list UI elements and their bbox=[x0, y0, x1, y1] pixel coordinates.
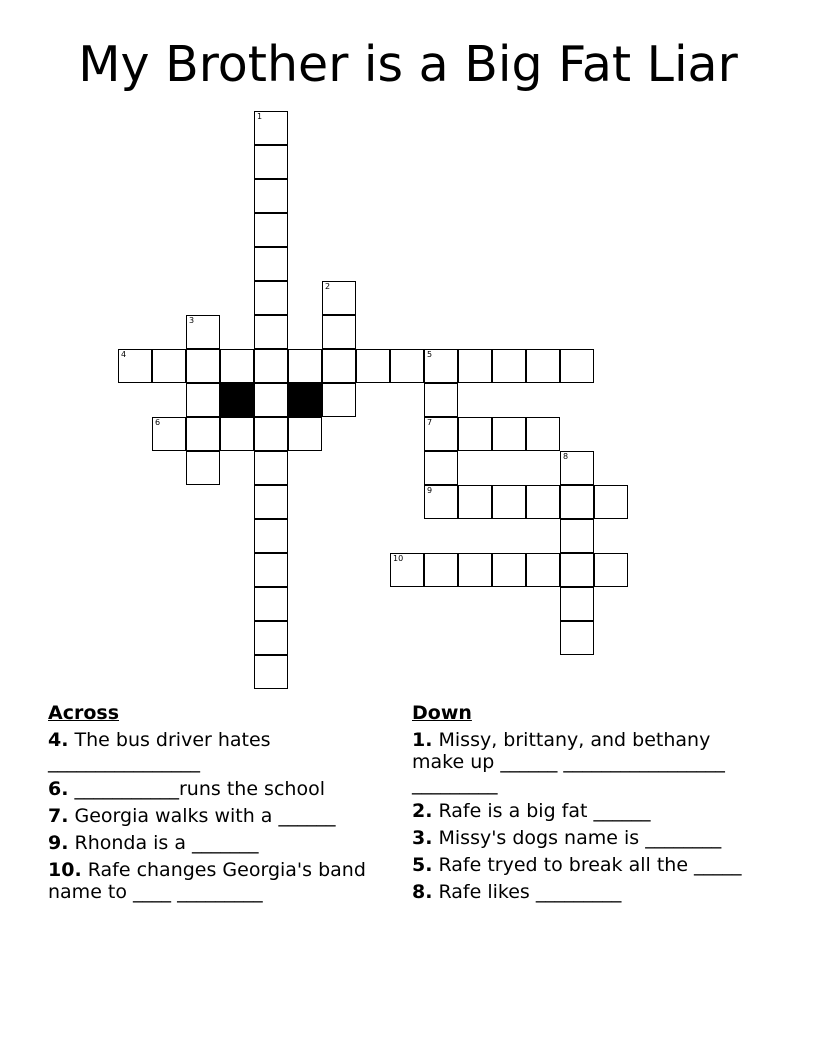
clue-text: Missy's dogs name is ________ bbox=[438, 827, 722, 849]
across-clue-7 bbox=[48, 805, 398, 827]
grid-cell[interactable] bbox=[186, 383, 220, 417]
across-clue-9 bbox=[48, 832, 398, 854]
cell-number: 7 bbox=[427, 418, 433, 427]
cell-number: 8 bbox=[563, 452, 569, 461]
page-title: My Brother is a Big Fat Liar bbox=[78, 36, 738, 93]
grid-cell[interactable] bbox=[424, 349, 458, 383]
grid-cell[interactable] bbox=[186, 349, 220, 383]
grid-cell[interactable] bbox=[424, 451, 458, 485]
grid-cell[interactable] bbox=[560, 587, 594, 621]
down-clues bbox=[412, 702, 742, 908]
grid-cell[interactable] bbox=[254, 655, 288, 689]
across-clue-10 bbox=[48, 859, 398, 903]
grid-cell[interactable] bbox=[322, 383, 356, 417]
grid-cell[interactable] bbox=[186, 417, 220, 451]
cell-number: 4 bbox=[121, 350, 127, 359]
grid-cell[interactable] bbox=[254, 451, 288, 485]
grid-cell[interactable] bbox=[254, 247, 288, 281]
down-heading: Down bbox=[412, 702, 472, 724]
grid-cell[interactable] bbox=[254, 349, 288, 383]
clue-number: 8. bbox=[412, 881, 433, 903]
grid-cell[interactable] bbox=[254, 485, 288, 519]
grid-cell[interactable] bbox=[390, 553, 424, 587]
clue-text: Rafe likes _________ bbox=[438, 881, 622, 903]
grid-cell[interactable] bbox=[492, 553, 526, 587]
grid-cell[interactable] bbox=[560, 349, 594, 383]
clue-number: 10. bbox=[48, 859, 82, 881]
clue-number: 1. bbox=[412, 729, 433, 751]
down-clue-5 bbox=[412, 854, 742, 876]
grid-cell[interactable] bbox=[492, 349, 526, 383]
grid-cell[interactable] bbox=[220, 417, 254, 451]
grid-cell[interactable] bbox=[424, 553, 458, 587]
clue-number: 2. bbox=[412, 800, 433, 822]
grid-cell[interactable] bbox=[152, 417, 186, 451]
grid-block bbox=[288, 383, 322, 417]
grid-cell[interactable] bbox=[254, 383, 288, 417]
cell-number: 10 bbox=[393, 554, 404, 563]
grid-cell[interactable] bbox=[560, 553, 594, 587]
clue-text: ___________runs the school bbox=[74, 778, 325, 800]
grid-cell[interactable] bbox=[526, 417, 560, 451]
grid-cell[interactable] bbox=[526, 553, 560, 587]
clue-text: The bus driver hates ________________ bbox=[48, 729, 271, 773]
clue-number: 6. bbox=[48, 778, 69, 800]
clue-text: Rafe tryed to break all the _____ bbox=[438, 854, 742, 876]
grid-cell[interactable] bbox=[254, 553, 288, 587]
grid-cell[interactable] bbox=[254, 519, 288, 553]
grid-cell[interactable] bbox=[560, 519, 594, 553]
grid-cell[interactable] bbox=[594, 485, 628, 519]
across-heading: Across bbox=[48, 702, 120, 724]
down-clue-2 bbox=[412, 800, 742, 822]
clue-number: 4. bbox=[48, 729, 69, 751]
down-clue-1 bbox=[412, 729, 742, 795]
grid-cell[interactable] bbox=[186, 315, 220, 349]
grid-cell[interactable] bbox=[186, 451, 220, 485]
cell-number: 5 bbox=[427, 350, 433, 359]
grid-cell[interactable] bbox=[152, 349, 186, 383]
cell-number: 3 bbox=[189, 316, 195, 325]
clue-number: 9. bbox=[48, 832, 69, 854]
down-clue-3 bbox=[412, 827, 742, 849]
across-clue-6 bbox=[48, 778, 398, 800]
grid-cell[interactable] bbox=[526, 485, 560, 519]
grid-cell[interactable] bbox=[322, 281, 356, 315]
grid-cell[interactable] bbox=[424, 485, 458, 519]
clue-number: 5. bbox=[412, 854, 433, 876]
grid-cell[interactable] bbox=[492, 485, 526, 519]
grid-cell[interactable] bbox=[322, 349, 356, 383]
grid-cell[interactable] bbox=[594, 553, 628, 587]
clue-text: Rafe changes Georgia's band name to ____ _________ bbox=[48, 859, 366, 903]
down-clue-8 bbox=[412, 881, 742, 903]
grid-cell[interactable] bbox=[254, 111, 288, 145]
grid-block bbox=[220, 383, 254, 417]
grid-cell[interactable] bbox=[220, 349, 254, 383]
grid-cell[interactable] bbox=[560, 621, 594, 655]
cell-number: 2 bbox=[325, 282, 331, 291]
grid-cell[interactable] bbox=[254, 621, 288, 655]
grid-cell[interactable] bbox=[254, 315, 288, 349]
grid-cell[interactable] bbox=[254, 417, 288, 451]
grid-cell[interactable] bbox=[458, 485, 492, 519]
grid-cell[interactable] bbox=[322, 315, 356, 349]
grid-cell[interactable] bbox=[458, 349, 492, 383]
clue-number: 3. bbox=[412, 827, 433, 849]
grid-cell[interactable] bbox=[288, 349, 322, 383]
cell-number: 6 bbox=[155, 418, 161, 427]
clue-text: Missy, brittany, and bethany make up ______ _________________ _________ bbox=[412, 729, 725, 795]
grid-cell[interactable] bbox=[254, 213, 288, 247]
grid-cell[interactable] bbox=[254, 587, 288, 621]
grid-cell[interactable] bbox=[560, 485, 594, 519]
grid-cell[interactable] bbox=[458, 553, 492, 587]
grid-cell[interactable] bbox=[492, 417, 526, 451]
across-clues bbox=[48, 702, 398, 908]
grid-cell[interactable] bbox=[458, 417, 492, 451]
grid-cell[interactable] bbox=[526, 349, 560, 383]
clue-text: Rafe is a big fat ______ bbox=[438, 800, 651, 822]
grid-cell[interactable] bbox=[254, 145, 288, 179]
grid-cell[interactable] bbox=[560, 451, 594, 485]
grid-cell[interactable] bbox=[254, 179, 288, 213]
cell-number: 1 bbox=[257, 112, 263, 121]
grid-cell[interactable] bbox=[288, 417, 322, 451]
clue-number: 7. bbox=[48, 805, 69, 827]
grid-cell[interactable] bbox=[424, 417, 458, 451]
clue-text: Rhonda is a _______ bbox=[74, 832, 259, 854]
clue-text: Georgia walks with a ______ bbox=[74, 805, 336, 827]
cell-number: 9 bbox=[427, 486, 433, 495]
grid-cell[interactable] bbox=[254, 281, 288, 315]
across-clue-4 bbox=[48, 729, 398, 773]
grid-cell[interactable] bbox=[424, 383, 458, 417]
grid-cell[interactable] bbox=[356, 349, 390, 383]
grid-cell[interactable] bbox=[390, 349, 424, 383]
grid-cell[interactable] bbox=[118, 349, 152, 383]
